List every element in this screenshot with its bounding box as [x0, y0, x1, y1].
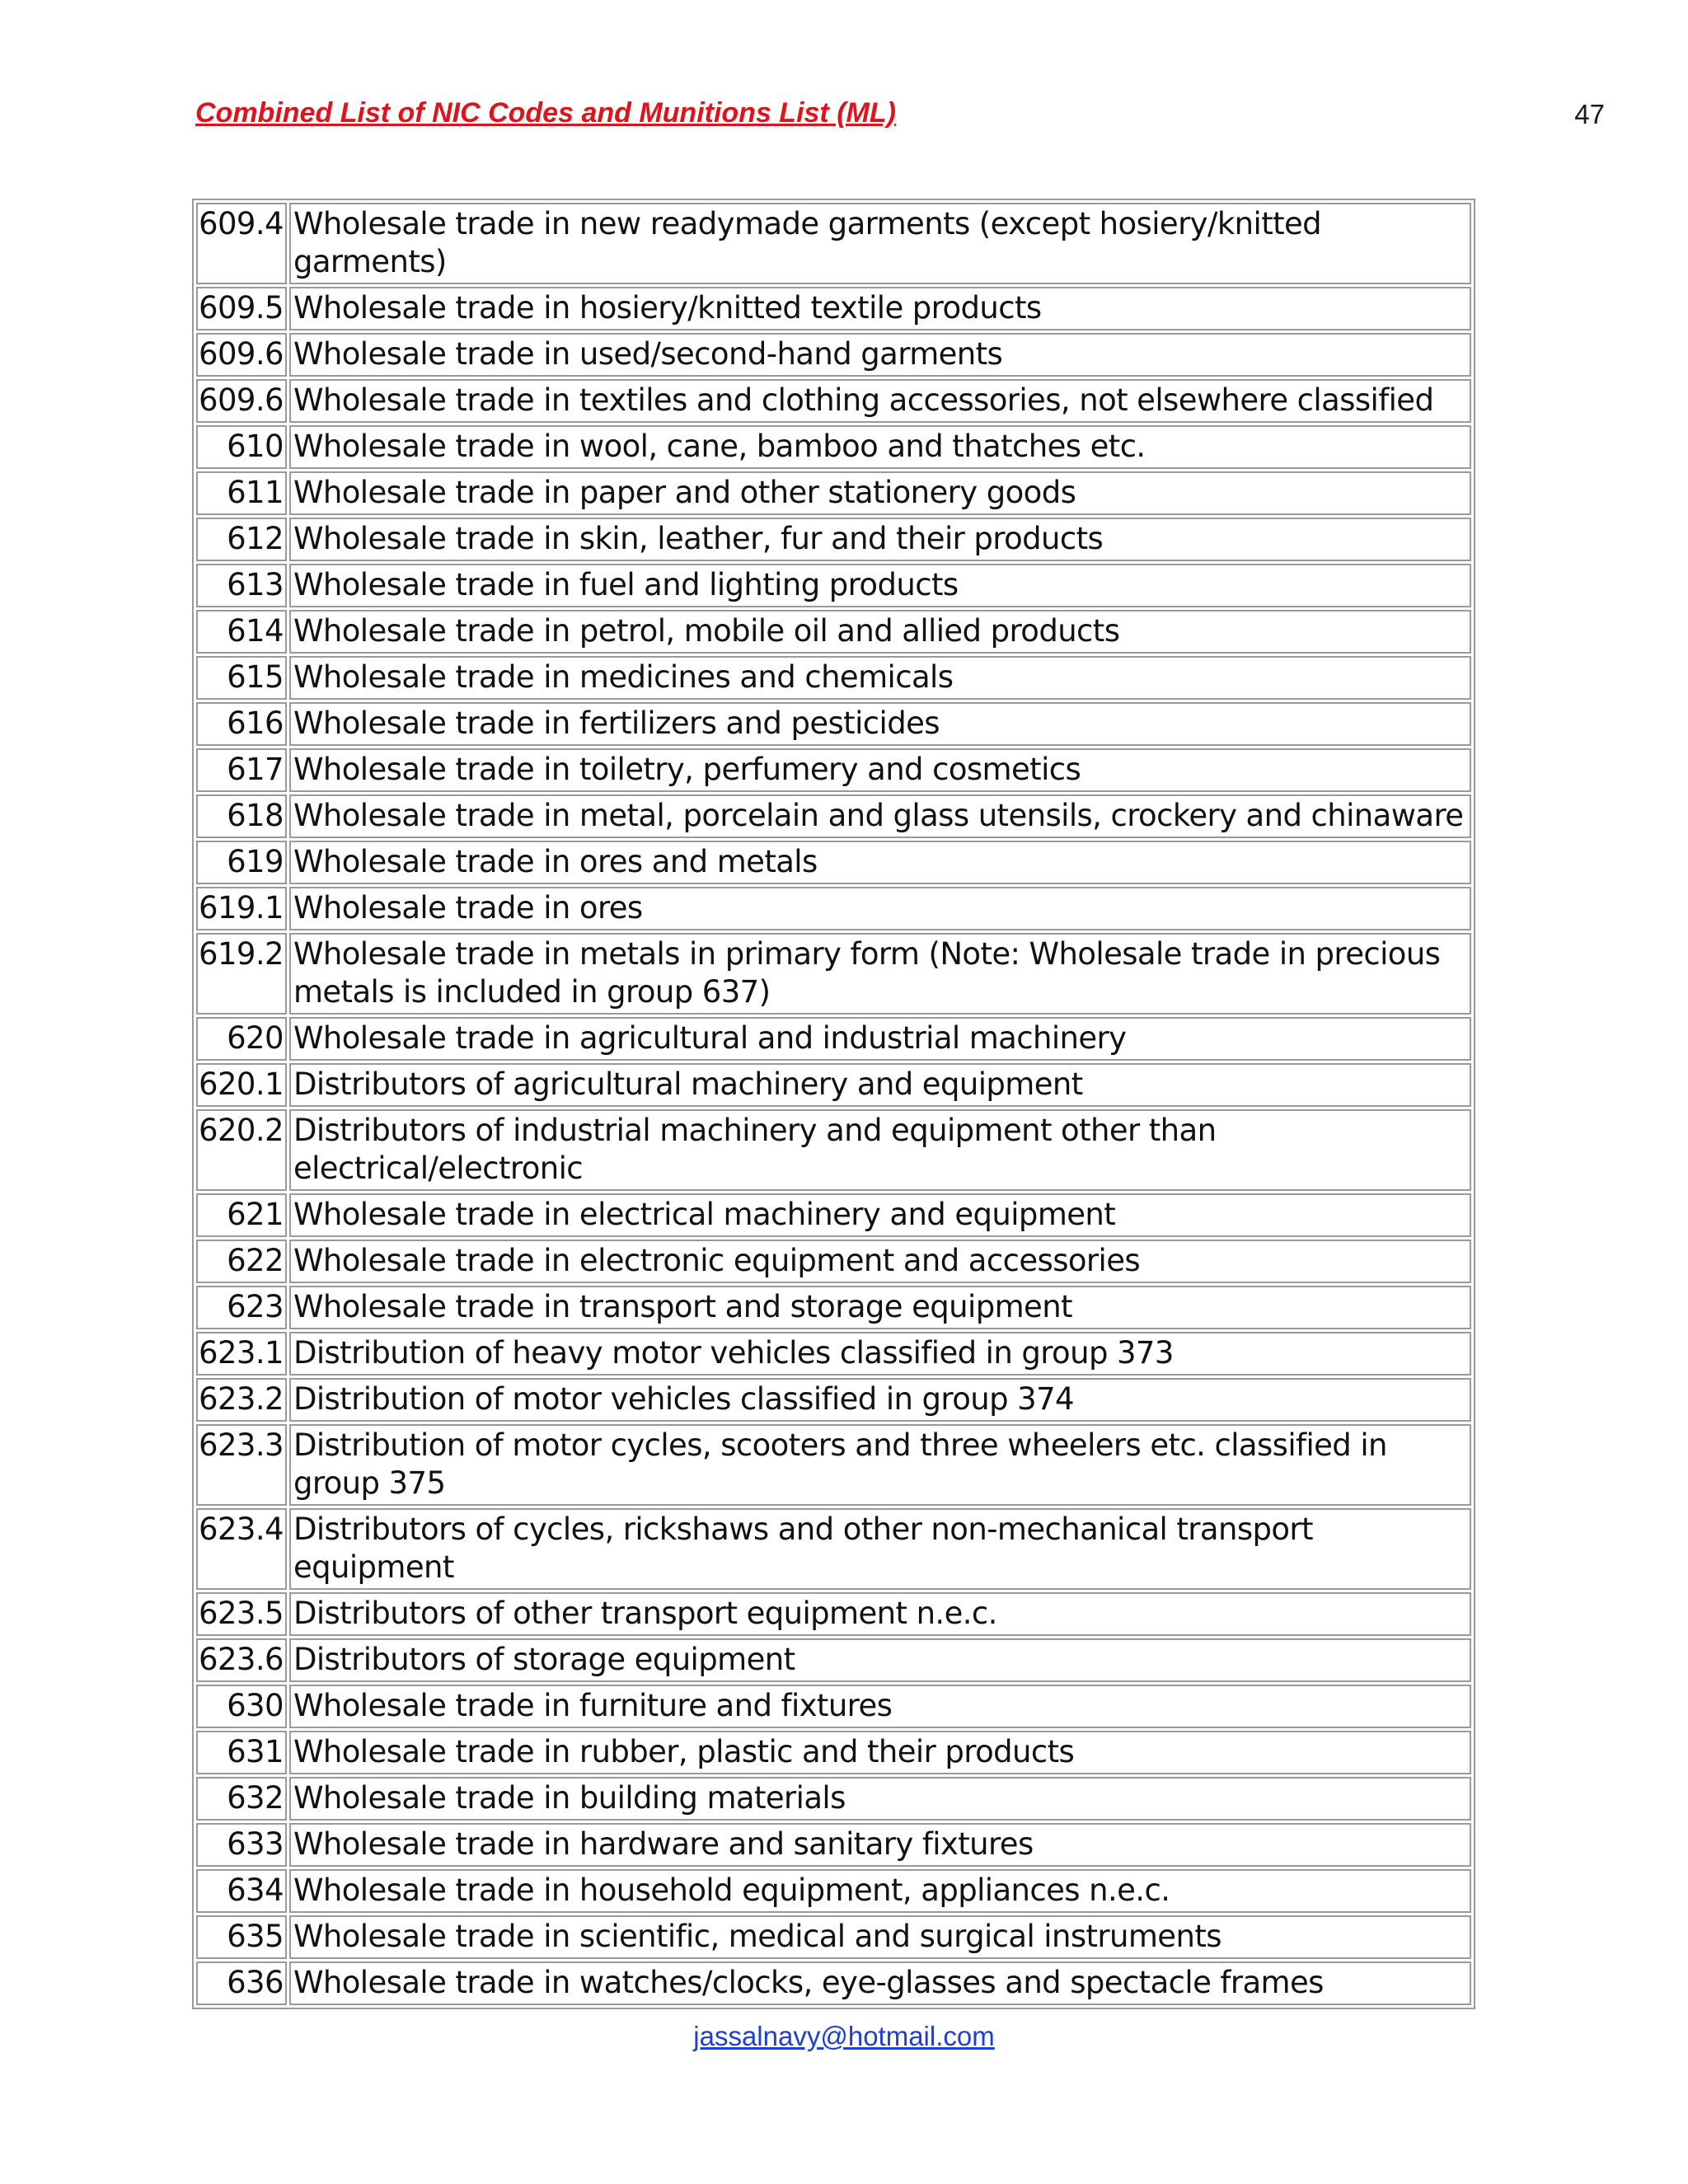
description-cell: Distributors of storage equipment	[289, 1638, 1471, 1682]
table-row	[196, 333, 1471, 377]
nic-code-cell: 635	[196, 1915, 287, 1959]
table-row	[196, 748, 1471, 792]
table-row	[196, 1869, 1471, 1913]
description-cell: Distributors of cycles, rickshaws and other non-mechanical transport equipment	[289, 1508, 1471, 1590]
table-row	[196, 1109, 1471, 1191]
nic-code-cell: 619.2	[196, 933, 287, 1015]
description-cell: Wholesale trade in transport and storage equipment	[289, 1286, 1471, 1329]
description-cell: Wholesale trade in medicines and chemicals	[289, 656, 1471, 700]
document-title: Combined List of NIC Codes and Munitions List (ML)	[195, 97, 896, 129]
description-cell: Wholesale trade in building materials	[289, 1777, 1471, 1821]
table-row	[196, 1424, 1471, 1506]
nic-code-cell: 623.6	[196, 1638, 287, 1682]
table-row	[196, 702, 1471, 746]
table-row	[196, 564, 1471, 607]
nic-code-cell: 615	[196, 656, 287, 700]
table-row	[196, 1592, 1471, 1636]
nic-code-cell: 610	[196, 425, 287, 469]
nic-code-cell: 619	[196, 841, 287, 884]
description-cell: Wholesale trade in textiles and clothing accessories, not elsewhere classified	[289, 379, 1471, 423]
nic-code-cell: 609.6	[196, 379, 287, 423]
table-row	[196, 887, 1471, 930]
description-cell: Wholesale trade in wool, cane, bamboo and thatches etc.	[289, 425, 1471, 469]
table-row	[196, 1240, 1471, 1283]
table-row	[196, 379, 1471, 423]
nic-code-cell: 633	[196, 1823, 287, 1867]
table-row	[196, 1063, 1471, 1107]
description-cell: Wholesale trade in ores and metals	[289, 841, 1471, 884]
footer-email-link[interactable]: jassalnavy@hotmail.com	[693, 2021, 995, 2051]
description-cell: Distributors of agricultural machinery and equipment	[289, 1063, 1471, 1107]
page-number: 47	[1574, 99, 1605, 129]
table-row	[196, 287, 1471, 330]
description-cell: Wholesale trade in metal, porcelain and glass utensils, crockery and chinaware	[289, 794, 1471, 838]
nic-code-cell: 609.6	[196, 333, 287, 377]
description-cell: Distribution of motor cycles, scooters and three wheelers etc. classified in group 375	[289, 1424, 1471, 1506]
nic-code-cell: 620.2	[196, 1109, 287, 1191]
description-cell: Wholesale trade in toiletry, perfumery and cosmetics	[289, 748, 1471, 792]
nic-code-cell: 618	[196, 794, 287, 838]
description-cell: Wholesale trade in fuel and lighting products	[289, 564, 1471, 607]
nic-code-cell: 614	[196, 610, 287, 654]
nic-codes-table	[192, 199, 1475, 2009]
table-row	[196, 610, 1471, 654]
nic-code-cell: 611	[196, 471, 287, 515]
table-row	[196, 1508, 1471, 1590]
nic-code-cell: 621	[196, 1193, 287, 1237]
table-row	[196, 794, 1471, 838]
nic-code-cell: 631	[196, 1731, 287, 1774]
description-cell: Distributors of industrial machinery and equipment other than electrical/electronic	[289, 1109, 1471, 1191]
page-footer	[0, 2021, 1688, 2052]
description-cell: Wholesale trade in new readymade garments (except hosiery/knitted garments)	[289, 203, 1471, 284]
nic-code-cell: 630	[196, 1685, 287, 1728]
nic-code-cell: 623	[196, 1286, 287, 1329]
description-cell: Wholesale trade in paper and other stationery goods	[289, 471, 1471, 515]
table-row	[196, 1017, 1471, 1061]
table-row	[196, 1685, 1471, 1728]
nic-code-cell: 609.4	[196, 203, 287, 284]
description-cell: Wholesale trade in rubber, plastic and their products	[289, 1731, 1471, 1774]
table-body	[196, 203, 1471, 2005]
table-row	[196, 425, 1471, 469]
description-cell: Wholesale trade in hardware and sanitary fixtures	[289, 1823, 1471, 1867]
description-cell: Wholesale trade in petrol, mobile oil and allied products	[289, 610, 1471, 654]
table-row	[196, 1731, 1471, 1774]
nic-code-cell: 623.3	[196, 1424, 287, 1506]
description-cell: Wholesale trade in household equipment, appliances n.e.c.	[289, 1869, 1471, 1913]
nic-code-cell: 623.2	[196, 1378, 287, 1422]
table-row	[196, 471, 1471, 515]
table-row	[196, 1777, 1471, 1821]
nic-code-cell: 620	[196, 1017, 287, 1061]
description-cell: Distribution of motor vehicles classified in group 374	[289, 1378, 1471, 1422]
description-cell: Wholesale trade in watches/clocks, eye-glasses and spectacle frames	[289, 1961, 1471, 2005]
nic-code-cell: 616	[196, 702, 287, 746]
description-cell: Wholesale trade in electrical machinery and equipment	[289, 1193, 1471, 1237]
description-cell: Wholesale trade in metals in primary form (Note: Wholesale trade in precious metals is included in group 637)	[289, 933, 1471, 1015]
nic-code-cell: 609.5	[196, 287, 287, 330]
table-row	[196, 1286, 1471, 1329]
table-row	[196, 1638, 1471, 1682]
table-row	[196, 1823, 1471, 1867]
nic-code-cell: 619.1	[196, 887, 287, 930]
description-cell: Wholesale trade in used/second-hand garments	[289, 333, 1471, 377]
description-cell: Wholesale trade in hosiery/knitted textile products	[289, 287, 1471, 330]
nic-code-cell: 617	[196, 748, 287, 792]
description-cell: Distributors of other transport equipment n.e.c.	[289, 1592, 1471, 1636]
table-row	[196, 841, 1471, 884]
table-row	[196, 1378, 1471, 1422]
nic-code-cell: 632	[196, 1777, 287, 1821]
description-cell: Wholesale trade in scientific, medical and surgical instruments	[289, 1915, 1471, 1959]
description-cell: Distribution of heavy motor vehicles classified in group 373	[289, 1332, 1471, 1376]
nic-code-cell: 623.1	[196, 1332, 287, 1376]
table-row	[196, 656, 1471, 700]
table-row	[196, 518, 1471, 561]
table-row	[196, 933, 1471, 1015]
page-header	[195, 97, 1605, 138]
nic-code-cell: 636	[196, 1961, 287, 2005]
nic-code-cell: 623.5	[196, 1592, 287, 1636]
table-row	[196, 203, 1471, 284]
nic-code-cell: 623.4	[196, 1508, 287, 1590]
description-cell: Wholesale trade in electronic equipment and accessories	[289, 1240, 1471, 1283]
description-cell: Wholesale trade in agricultural and industrial machinery	[289, 1017, 1471, 1061]
nic-code-cell: 612	[196, 518, 287, 561]
table-row	[196, 1332, 1471, 1376]
table-row	[196, 1193, 1471, 1237]
description-cell: Wholesale trade in skin, leather, fur and their products	[289, 518, 1471, 561]
description-cell: Wholesale trade in fertilizers and pesticides	[289, 702, 1471, 746]
description-cell: Wholesale trade in furniture and fixtures	[289, 1685, 1471, 1728]
description-cell: Wholesale trade in ores	[289, 887, 1471, 930]
table-row	[196, 1915, 1471, 1959]
table-row	[196, 1961, 1471, 2005]
nic-code-cell: 634	[196, 1869, 287, 1913]
nic-code-cell: 620.1	[196, 1063, 287, 1107]
nic-code-cell: 613	[196, 564, 287, 607]
nic-code-cell: 622	[196, 1240, 287, 1283]
